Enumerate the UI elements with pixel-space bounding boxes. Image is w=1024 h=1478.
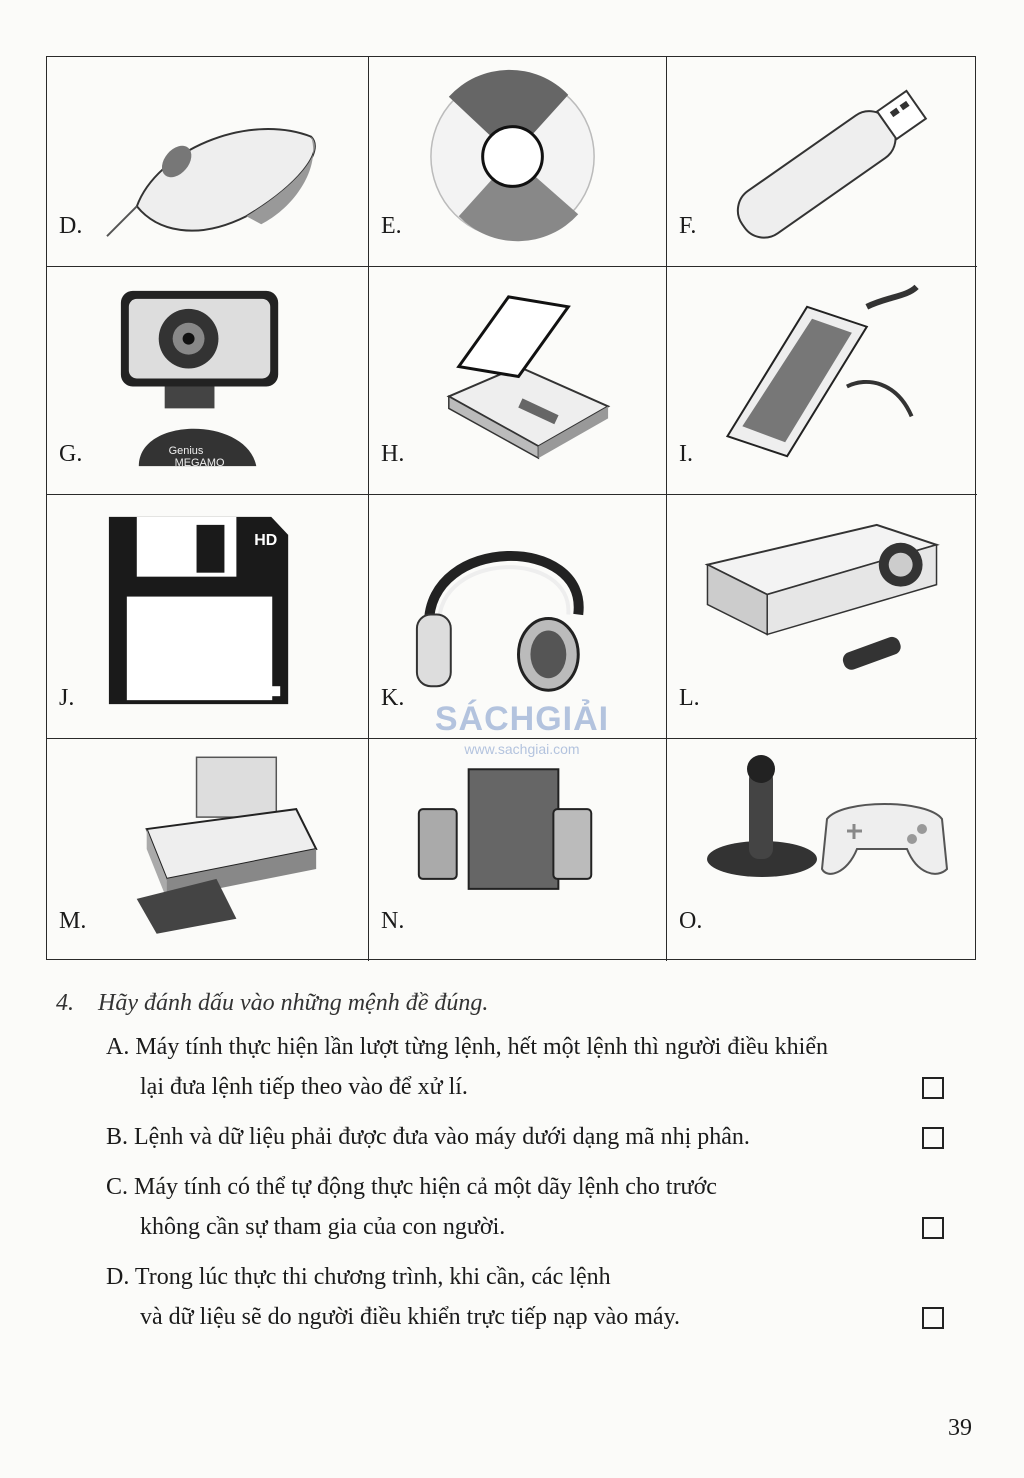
cell-label: H. [381, 441, 405, 467]
webcam-brand: Genius [168, 445, 204, 458]
option-line: C. Máy tính có thể tự động thực hiện cả một dãy lệnh cho trước [106, 1174, 717, 1200]
option-line: và dữ liệu sẽ do người điều khiển trực tiếp nạp vào máy. [140, 1304, 681, 1330]
watermark-url: www.sachgiai.com [464, 741, 580, 757]
cell-label: G. [59, 441, 83, 467]
watermark-logo: SÁCHGIẢI [434, 700, 610, 738]
question-text: Hãy đánh dấu vào những mệnh đề đúng. [98, 990, 489, 1016]
cell-e [369, 57, 667, 267]
keyboard-icon [667, 267, 977, 494]
cell-label: F. [679, 213, 697, 239]
option-line: B. Lệnh và dữ liệu phải được đưa vào máy dưới dạng mã nhị phân. [106, 1124, 750, 1150]
hd-label: HD [254, 531, 278, 549]
page-number: 39 [948, 1415, 972, 1441]
checkbox-d[interactable] [922, 1307, 944, 1329]
question-title [56, 990, 976, 1017]
checkbox-a[interactable] [922, 1077, 944, 1099]
option-line: lại đưa lệnh tiếp theo vào để xử lí. [140, 1074, 468, 1100]
cell-label: L. [679, 685, 700, 711]
cell-label: K. [381, 685, 405, 711]
cell-label: D. [59, 213, 83, 239]
option-line: không cần sự tham gia của con người. [140, 1214, 506, 1240]
option-line: A. Máy tính thực hiện lần lượt từng lệnh, hết một lệnh thì người điều khiển [106, 1034, 828, 1060]
option-b [56, 1117, 976, 1157]
cell-f [667, 57, 977, 267]
cell-i [667, 267, 977, 495]
option-d [56, 1257, 976, 1337]
cell-d [47, 57, 369, 267]
cell-g [47, 267, 369, 495]
checkbox-c[interactable] [922, 1217, 944, 1239]
webcam-model: MEGAMO [174, 457, 225, 470]
watermark [412, 700, 632, 757]
projector-icon [667, 495, 977, 738]
printer-icon [47, 739, 368, 961]
cell-label: N. [381, 908, 405, 934]
webcam-icon [47, 267, 368, 494]
cell-label: I. [679, 441, 693, 467]
cell-h [369, 267, 667, 495]
mouse-icon [47, 57, 368, 266]
cell-l [667, 495, 977, 739]
question-number: 4. [56, 990, 74, 1016]
option-c [56, 1167, 976, 1247]
question-4 [56, 990, 976, 1347]
cell-label: E. [381, 213, 402, 239]
scanner-icon [369, 267, 666, 494]
cell-o [667, 739, 977, 961]
option-a [56, 1027, 976, 1107]
cell-m [47, 739, 369, 961]
option-line: D. Trong lúc thực thi chương trình, khi cần, các lệnh [106, 1264, 611, 1290]
cell-label: M. [59, 908, 87, 934]
checkbox-b[interactable] [922, 1127, 944, 1149]
cell-label: J. [59, 685, 75, 711]
cell-j [47, 495, 369, 739]
cell-n [369, 739, 667, 961]
device-image-grid [46, 56, 976, 960]
cell-label: O. [679, 908, 703, 934]
usb-drive-icon [667, 57, 977, 266]
speakers-icon [369, 739, 666, 961]
joystick-gamepad-icon [667, 739, 977, 961]
cd-icon [369, 57, 666, 266]
floppy-disk-icon [47, 495, 368, 738]
